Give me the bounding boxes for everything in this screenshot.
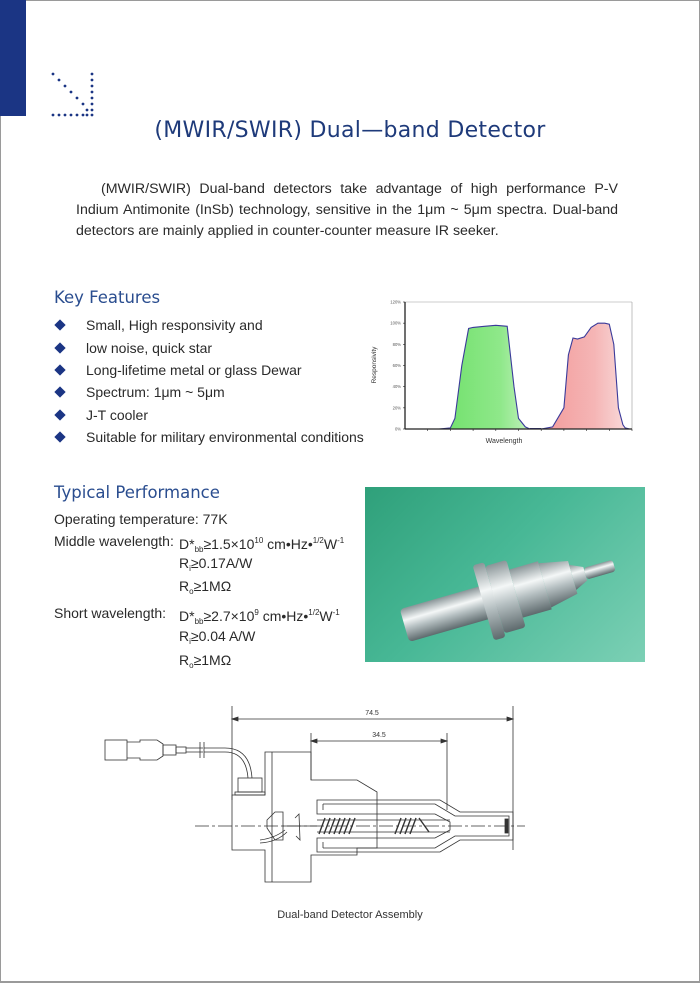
diamond-bullet-icon xyxy=(54,409,65,420)
product-photo xyxy=(365,487,645,662)
ro-subscript: o xyxy=(189,587,194,596)
feature-item xyxy=(54,404,364,426)
short-wavelength-label: Short wavelength: xyxy=(54,605,167,621)
dstar-symbol: D* xyxy=(179,608,195,624)
ri-value: 0.04 A/W xyxy=(198,628,256,644)
short-ro-spec xyxy=(179,650,231,670)
middle-wavelength-label: Middle wavelength: xyxy=(54,533,174,549)
typical-performance-heading: Typical Performance xyxy=(54,483,220,502)
dstar-symbol: D* xyxy=(179,536,195,552)
relation-symbol: ≥ xyxy=(190,628,199,644)
dimension-inner-label: 34.5 xyxy=(372,732,386,739)
dstar-subscript: bb xyxy=(194,545,204,554)
operating-temperature: Operating temperature: 77K xyxy=(54,511,228,527)
dstar-value: 2.7×10 xyxy=(211,608,255,624)
corner-arrow-decoration-icon xyxy=(48,70,98,120)
relation-symbol: ≥ xyxy=(193,578,202,594)
drawing-caption: Dual-band Detector Assembly xyxy=(277,909,423,921)
unit-w: W xyxy=(323,536,338,552)
dstar-subscript: bb xyxy=(194,617,204,626)
y-tick-label: 60% xyxy=(392,363,401,368)
intro-paragraph: (MWIR/SWIR) Dual-band detectors take advantage of high performance P-V Indium Antimonite (InSb) technology, sensitive in the 1μm ~ 5μm spectra. Dual-band detectors are mainly applied in counter-counter measure IR seeker. xyxy=(76,181,618,239)
relation-symbol: ≥ xyxy=(193,652,202,668)
unit-w-exponent: -1 xyxy=(332,608,340,617)
y-tick-label: 40% xyxy=(392,384,401,390)
connector-plug xyxy=(105,740,127,760)
feature-item xyxy=(54,314,364,336)
unit-exponent: 1/2 xyxy=(308,608,320,617)
short-ri-spec xyxy=(179,626,255,646)
feature-text: Long-lifetime metal or glass Dewar xyxy=(86,361,302,378)
middle-ri-spec xyxy=(179,553,252,573)
relation-symbol: ≥ xyxy=(190,555,199,571)
feature-item xyxy=(54,359,364,381)
diamond-bullet-icon xyxy=(54,431,65,442)
diamond-bullet-icon xyxy=(54,342,65,353)
unit-w: W xyxy=(319,608,333,624)
dstar-value: 1.5×10 xyxy=(211,536,255,552)
side-accent-bar xyxy=(0,0,26,116)
diamond-bullet-icon xyxy=(54,320,65,331)
chart-ylabel: Responsivity xyxy=(371,346,378,384)
detector-photo-illustration xyxy=(365,487,645,662)
y-tick-label: 120% xyxy=(390,299,401,305)
diamond-bullet-icon xyxy=(54,364,65,375)
ro-subscript: o xyxy=(189,661,194,670)
short-dstar-spec xyxy=(179,603,340,626)
ri-value: 0.17A/W xyxy=(198,555,253,571)
dstar-unit: cm•Hz• xyxy=(263,536,313,552)
dstar-exponent: 10 xyxy=(254,536,264,545)
y-tick-label: 80% xyxy=(392,341,401,347)
feature-item xyxy=(54,336,364,358)
y-tick-label: 20% xyxy=(392,405,401,411)
unit-w-exponent: -1 xyxy=(337,536,345,545)
key-features-heading: Key Features xyxy=(54,288,161,307)
ro-symbol: R xyxy=(179,652,190,668)
ro-value: 1MΩ xyxy=(201,652,232,668)
relation-symbol: ≥ xyxy=(203,608,212,624)
ro-symbol: R xyxy=(179,578,190,594)
middle-ro-spec xyxy=(179,576,231,596)
relation-symbol: ≥ xyxy=(203,536,212,552)
feature-text: Small, High responsivity and xyxy=(86,317,263,334)
dstar-unit: cm•Hz• xyxy=(258,608,309,624)
page-title: (MWIR/SWIR) Dual—band Detector xyxy=(154,118,546,143)
middle-dstar-spec xyxy=(179,531,345,554)
ro-value: 1MΩ xyxy=(201,578,232,594)
unit-exponent: 1/2 xyxy=(312,536,324,545)
ri-symbol: R xyxy=(179,628,190,644)
assembly-drawing xyxy=(95,700,535,895)
feature-item xyxy=(54,381,364,403)
cable xyxy=(204,748,252,778)
ri-subscript: i xyxy=(189,564,191,573)
dstar-exponent: 9 xyxy=(254,608,259,617)
feature-item xyxy=(54,426,364,448)
feature-text: Suitable for military environmental conditions xyxy=(86,429,364,446)
feature-text: J-T cooler xyxy=(86,406,148,423)
ri-symbol: R xyxy=(179,555,190,571)
chart-xlabel: Wavelength xyxy=(485,438,523,445)
key-features-list xyxy=(54,314,364,448)
feature-text: low noise, quick star xyxy=(86,339,213,356)
y-tick-label: 0% xyxy=(394,426,401,432)
diamond-bullet-icon xyxy=(54,387,65,398)
housing xyxy=(232,752,377,882)
y-tick-label: 100% xyxy=(390,320,401,326)
dimension-overall-label: 74.5 xyxy=(365,710,379,717)
responsivity-chart xyxy=(364,295,634,450)
connector-body xyxy=(127,740,163,760)
ri-subscript: i xyxy=(189,637,191,646)
feature-text: Spectrum: 1μm ~ 5μm xyxy=(86,384,225,401)
